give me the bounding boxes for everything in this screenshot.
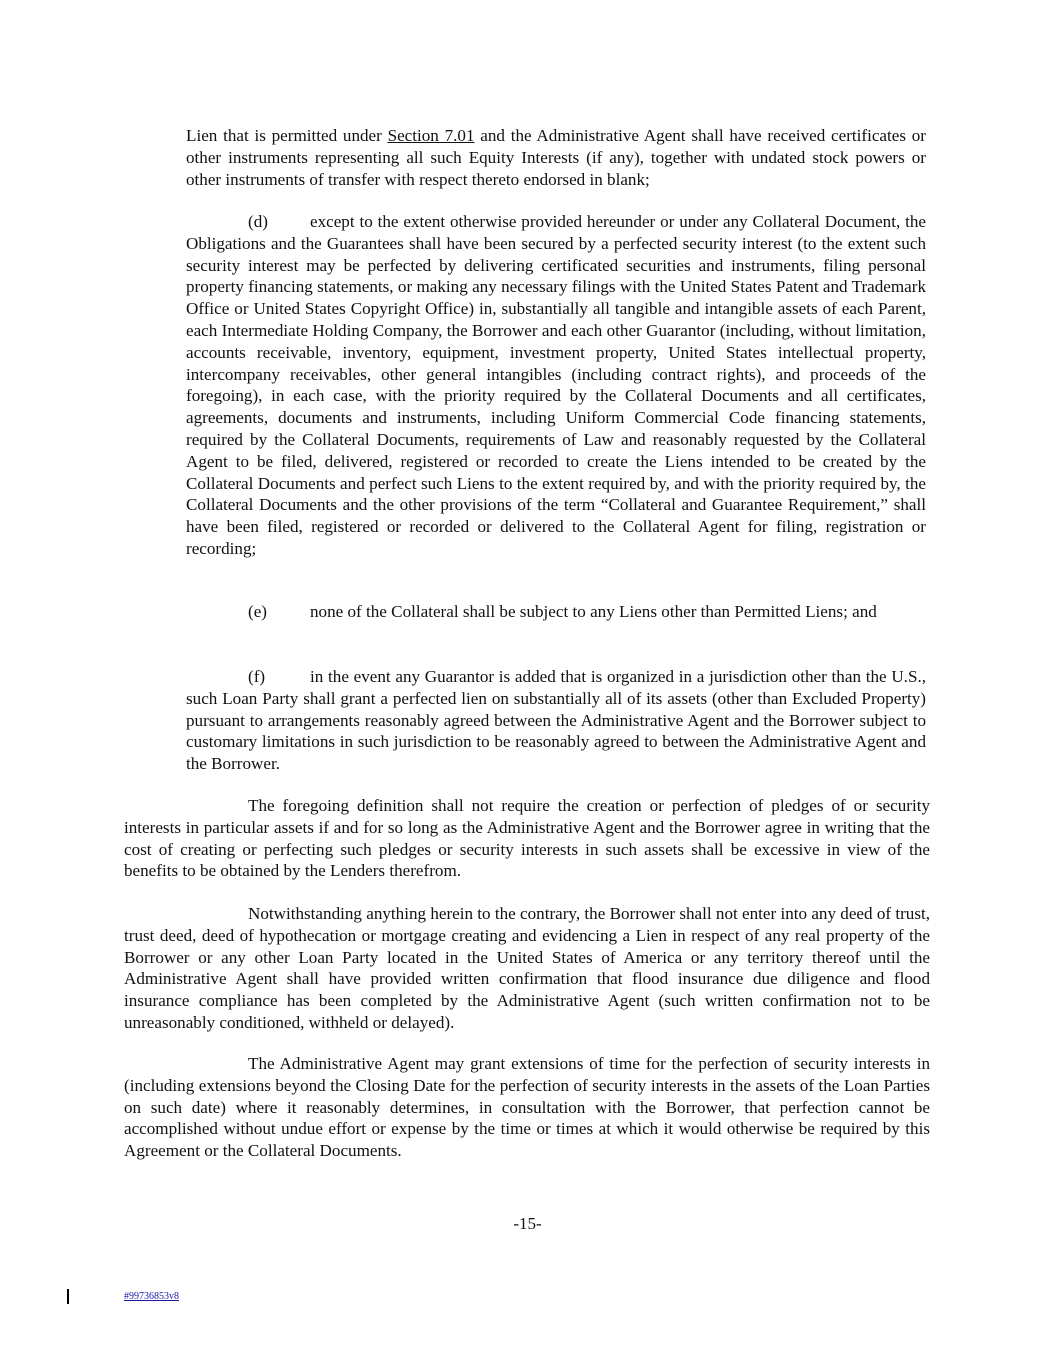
revision-bar: [67, 1289, 69, 1304]
clause-label: (d): [248, 212, 268, 231]
paragraph-foregoing: The foregoing definition shall not require the creation or perfection of pledges of or security interests in particular assets if and for so long as the Administrative Agent and the Borrower agree in writing that the cost of creating or perfecting such pledges or security interests in such assets shall be excessive in view of the benefits to be obtained by the Lenders therefrom.: [124, 796, 930, 881]
paragraph-text: and the Administrative Agent shall have received certificates or other instruments representing all such Equity Interests (if any), together with undated stock powers or other instruments of transfer with respect thereto endorsed in blank;: [186, 126, 926, 189]
clause-d: [186, 211, 926, 560]
clause-label: (f): [248, 667, 266, 686]
section-reference: Section 7.01: [387, 126, 475, 145]
paragraph-text: Lien that is permitted under: [186, 126, 388, 145]
paragraph-continuation: [186, 125, 926, 190]
clause-text: none of the Collateral shall be subject to any Liens other than Permitted Liens; and: [310, 602, 877, 621]
clause-f: [186, 666, 926, 775]
clause-text: except to the extent otherwise provided hereunder or under any Collateral Document, the Obligations and the Guarantees shall have been secured by a perfected security interest (to the extent such security interest may be perfected by delivering certificated securities and instruments, filing personal property financing statements, or making any necessary filings with the United States Patent and Trademark Office or United States Copyright Office) in, substantially all tangible and intangible assets of each Parent, each Intermediate Holding Company, the Borrower and each other Guarantor (including, without limitation, accounts receivable, inventory, equipment, investment property, United States intellectual property, intercompany receivables, other general intangibles (including contract rights), and proceeds of the foregoing), in each case, with the priority required by the Collateral Documents and all certificates, agreements, documents and instruments, including Uniform Commercial Code financing statements, required by the Collateral Documents, requirements of Law and reasonably requested by the Collateral Agent to be filed, delivered, registered or recorded to create the Liens intended to be created by the Collateral Documents and perfect such Liens to the extent required by, and with the priority required by, the Collateral Documents and the other provisions of the term “Collateral and Guarantee Requirement,” shall have been filed, registered or recorded or delivered to the Collateral Agent for filing, registration or recording;: [186, 212, 926, 558]
clause-label: (e): [248, 602, 267, 621]
clause-text: in the event any Guarantor is added that is organized in a jurisdiction other than the U.S., such Loan Party shall grant a perfected lien on substantially all of its assets (other than Excluded Property) pursuant to arrangements reasonably agreed between the Administrative Agent and the Borrower subject to customary limitations in such jurisdiction to be reasonably agreed to between the Administrative Agent and the Borrower.: [186, 667, 926, 774]
paragraph-notwithstanding: Notwithstanding anything herein to the contrary, the Borrower shall not enter into any deed of trust, trust deed, deed of hypothecation or mortgage creating and evidencing a Lien in respect of any real property of the Borrower or any other Loan Party located in the United States of America or any territory thereof until the Administrative Agent shall have provided written confirmation that flood insurance due diligence and flood insurance compliance has been completed by the Administrative Agent (such written confirmation not to be unreasonably conditioned, withheld or delayed).: [124, 904, 930, 1032]
page-number: -15-: [513, 1214, 542, 1233]
document-id-link[interactable]: #99736853v8: [124, 1291, 179, 1302]
clause-e: [186, 601, 926, 623]
paragraph-extensions: The Administrative Agent may grant extensions of time for the perfection of security interests in (including extensions beyond the Closing Date for the perfection of security interests in the assets of the Loan Parties on such date) where it reasonably determines, in consultation with the Borrower, that perfection cannot be accomplished without undue effort or expense by the time or times at which it would otherwise be required by this Agreement or the Collateral Documents.: [124, 1054, 930, 1161]
